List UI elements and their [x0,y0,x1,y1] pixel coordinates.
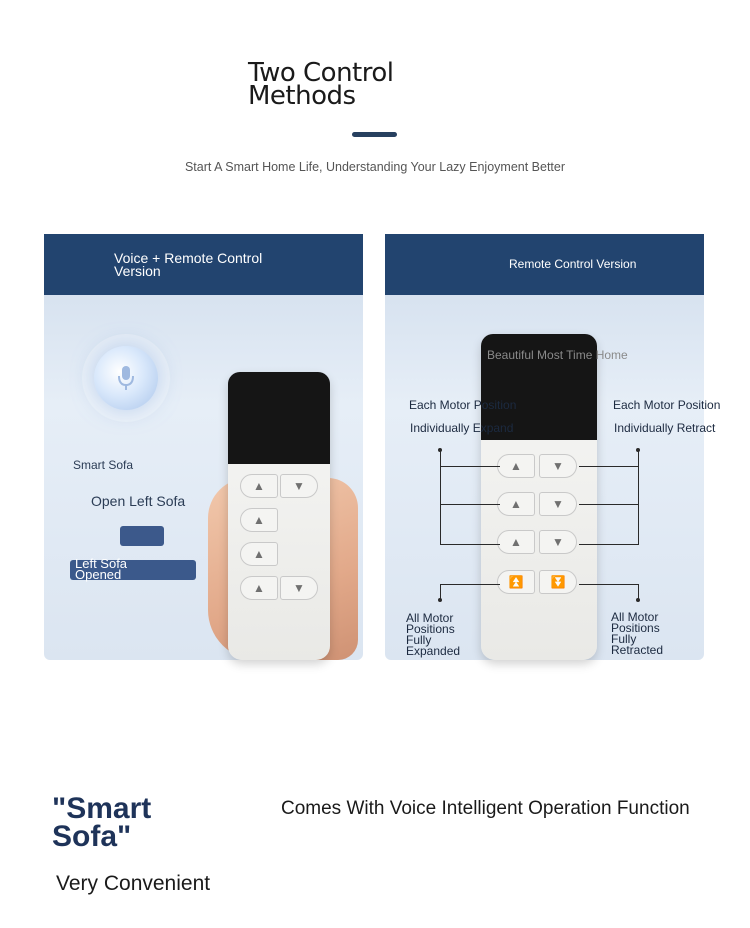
up-chevron-icon[interactable]: ▲ [240,508,278,532]
speech-scribble [120,526,164,546]
connector-line [638,450,639,544]
connector-line [440,544,500,545]
connector-line [579,544,639,545]
up-chevron-icon[interactable]: ▲ [497,530,535,554]
card-header [385,234,704,295]
down-chevron-icon[interactable]: ▼ [539,492,577,516]
double-up-chevron-icon[interactable]: ⏫ [497,570,535,594]
connector-line [440,504,500,505]
label-retract-line1: Each Motor Position [613,398,721,412]
label-retract-line2: Individually Retract [614,421,716,435]
page-title: Two Control Methods [248,58,394,111]
up-chevron-icon[interactable]: ▲ [240,474,278,498]
connector-dot [438,598,442,602]
up-chevron-icon[interactable]: ▲ [240,542,278,566]
label-all-retracted: All Motor Positions Fully Retracted [611,610,664,657]
smart-sofa-quote: "Smart Sofa" [52,792,152,853]
connector-line [579,584,639,585]
down-chevron-icon[interactable]: ▼ [539,530,577,554]
connector-line [579,466,639,467]
label-expand-line1: Each Motor Position [409,398,517,412]
page-subtitle: Start A Smart Home Life, Understanding Your Lazy Enjoyment Better [184,160,566,174]
up-chevron-icon[interactable]: ▲ [497,492,535,516]
voice-label-left-opened: Left Sofa Opened [75,556,128,582]
remote-screen-text: Beautiful Most Time Home [487,348,628,362]
connector-line [440,584,500,585]
title-underline [352,132,397,137]
connector-line [440,450,441,544]
remote-control [228,372,330,660]
remote-top-panel [228,372,330,464]
voice-label-smart-sofa: Smart Sofa [73,458,134,472]
label-expand-line2: Individually Expand [410,421,514,435]
microphone-icon [116,364,136,392]
connector-dot [636,598,640,602]
card-heading: Remote Control Version [509,257,637,271]
down-chevron-icon[interactable]: ▼ [539,454,577,478]
feature-description: Comes With Voice Intelligent Operation Function [281,798,690,819]
card-heading: Voice + Remote Control Version [114,250,263,279]
feature-tagline: Very Convenient [56,872,211,895]
voice-remote-card [44,234,363,660]
down-chevron-icon[interactable]: ▼ [280,576,318,600]
voice-label-open-left: Open Left Sofa [91,493,186,509]
down-chevron-icon[interactable]: ▼ [280,474,318,498]
card-header [44,234,363,295]
connector-line [579,504,639,505]
connector-line [440,466,500,467]
up-chevron-icon[interactable]: ▲ [497,454,535,478]
voice-orb [94,346,158,410]
remote-control [481,334,628,660]
label-all-expanded: All Motor Positions Fully Expanded [406,611,461,658]
up-chevron-icon[interactable]: ▲ [240,576,278,600]
remote-only-card [385,234,721,660]
double-down-chevron-icon[interactable]: ⏬ [539,570,577,594]
